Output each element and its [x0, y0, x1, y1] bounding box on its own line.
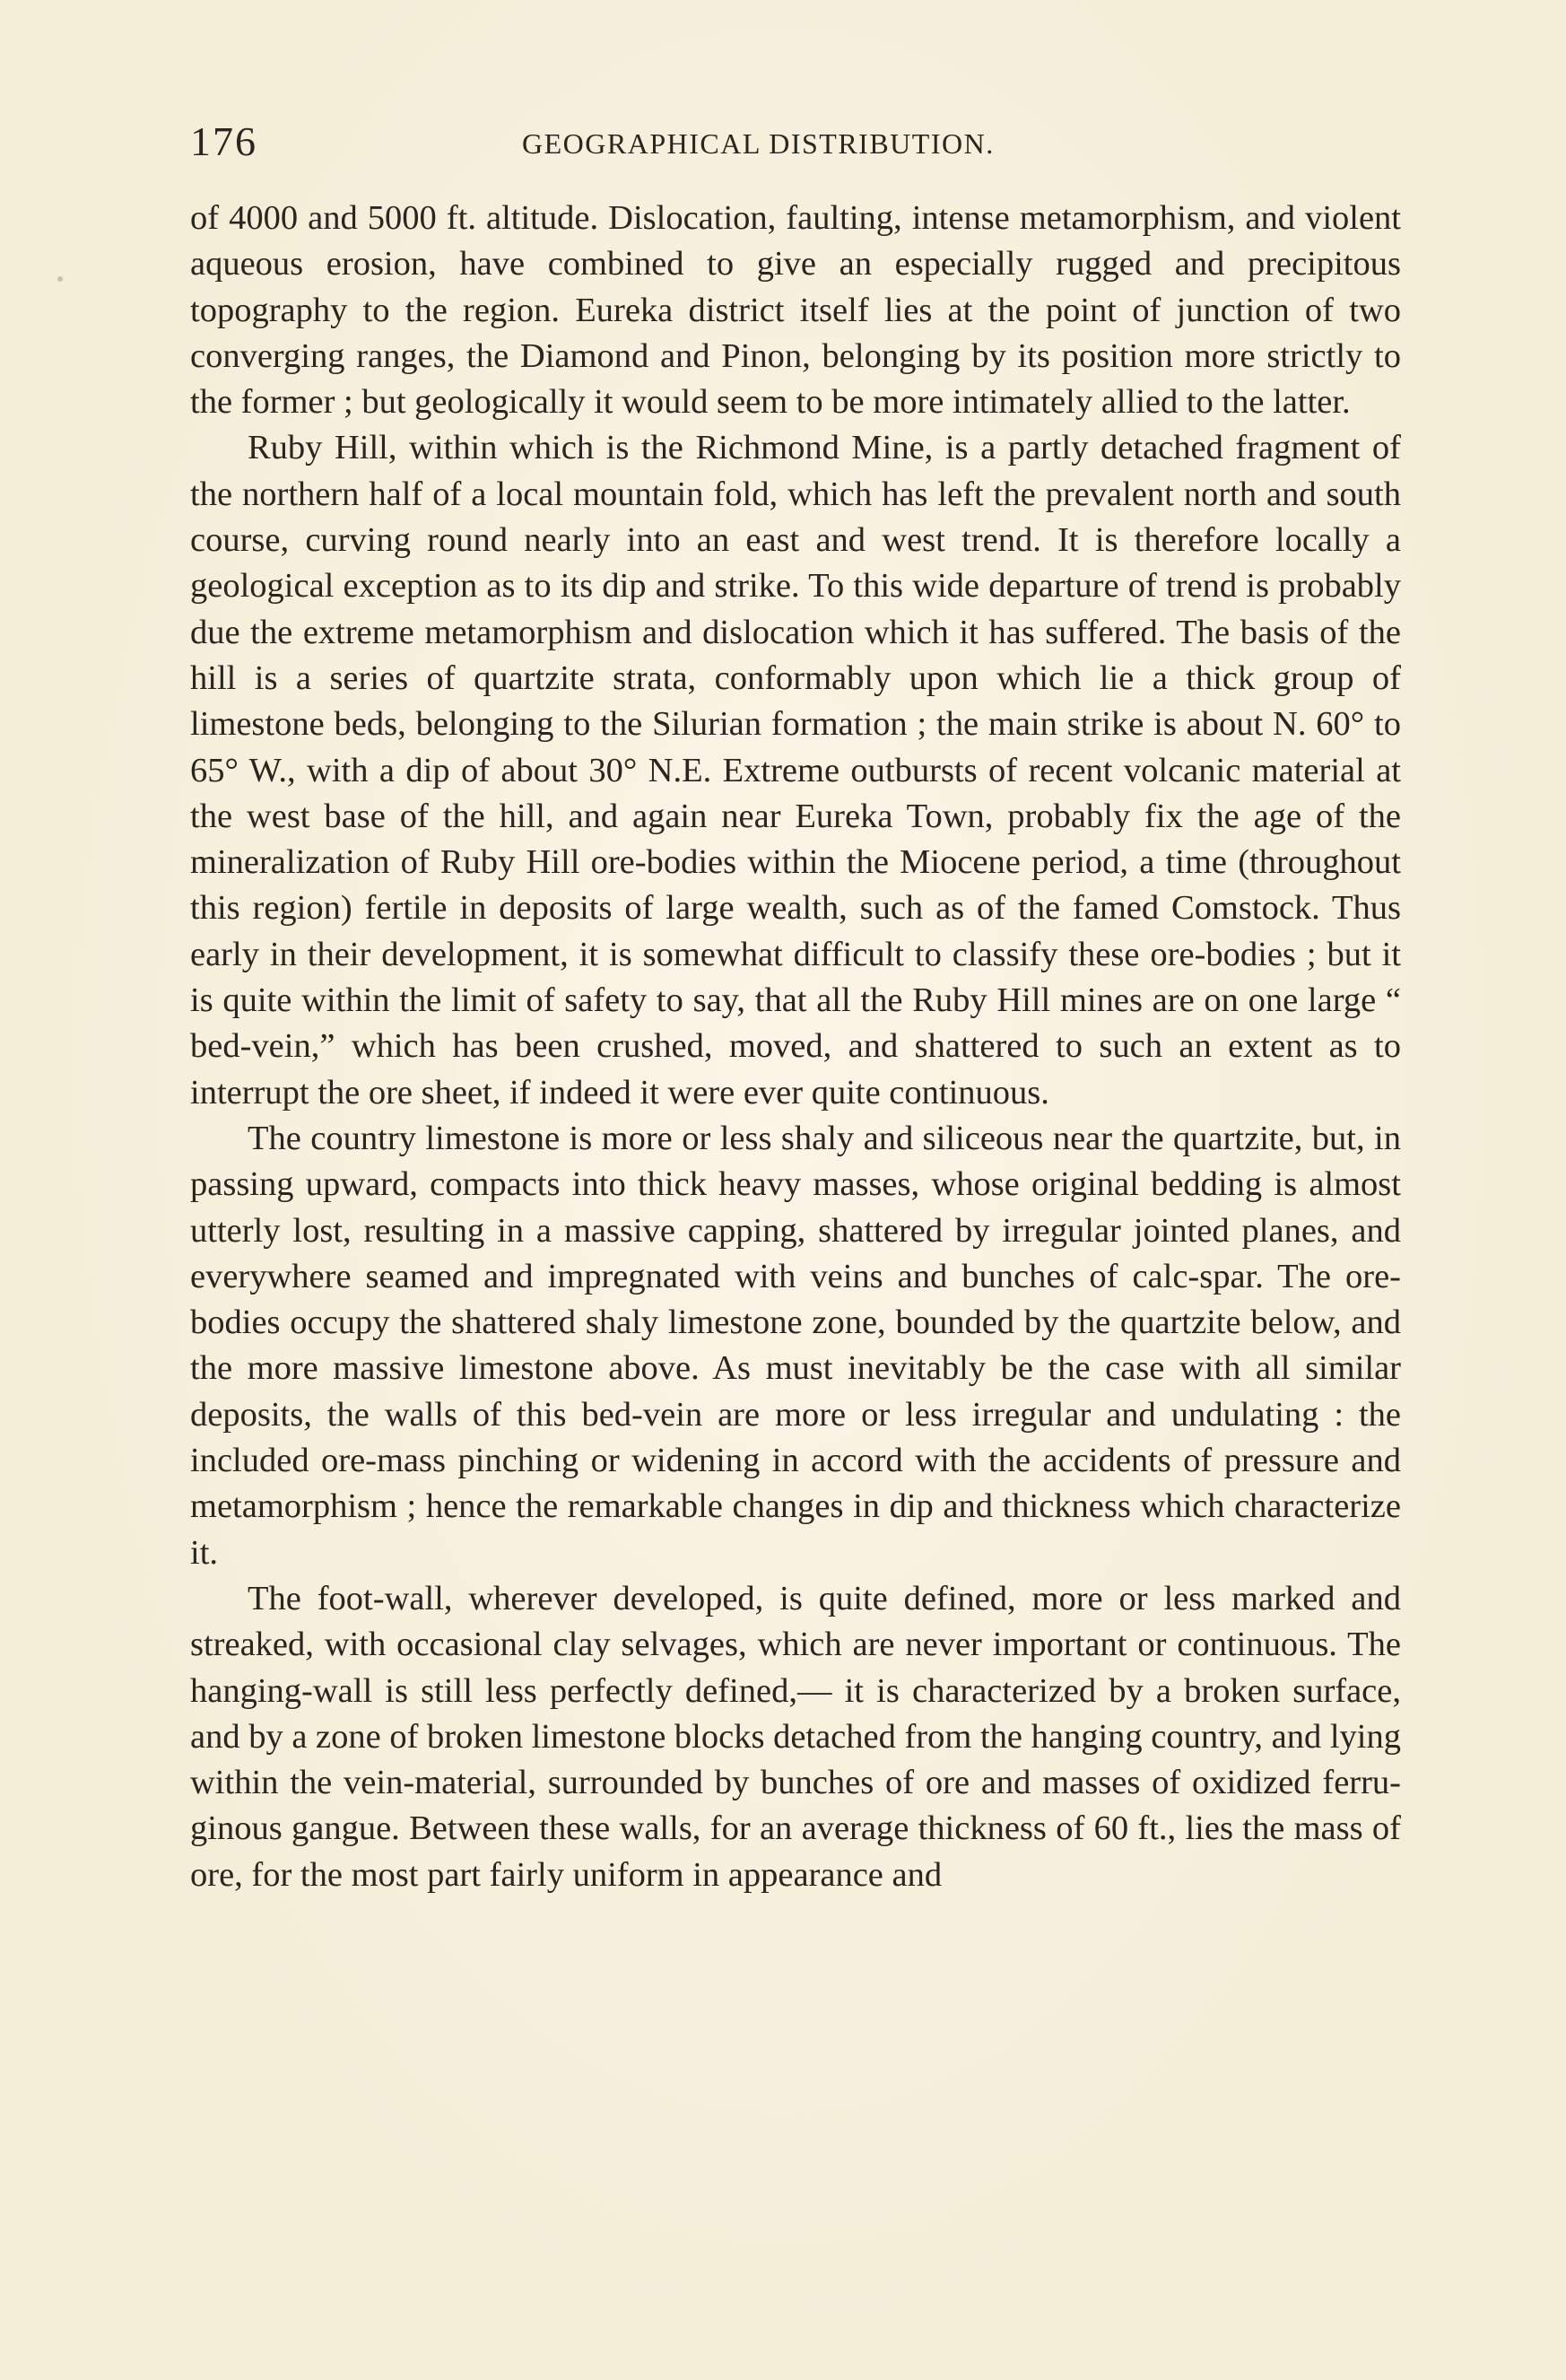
page-smudge: [57, 276, 63, 282]
paragraph-3: The country limestone is more or less shaly and siliceous near the quartzite, but, in passing upward, compacts into thick heavy masses, whose original bedding is almost utterly lost, resulting in a massive capping, shattered by irregular jointed planes, and everywhere seamed and impregnated with veins and bunches of calc-spar. The ore-bodies occupy the shattered shaly limestone zone, bounded by the quartzite below, and the more massive limestone above. As must inevitably be the case with all similar deposits, the walls of this bed-vein are more or less irregular and undulating : the included ore-mass pinching or widening in accord with the accidents of pressure and metamorphism ; hence the remarkable changes in dip and thickness which characterize it.: [190, 1119, 1401, 1572]
page-header: [190, 115, 1401, 169]
page-number: 176: [190, 118, 257, 164]
running-head: GEOGRAPHICAL DISTRIBUTION.: [522, 127, 995, 160]
body-text: [190, 196, 1401, 1898]
paragraph-1: of 4000 and 5000 ft. altitude. Dislocation, faulting, intense metamorphism, and violent aqueous erosion, have combined to give an especially rugged and precipitous topography to the region. Eureka district itself lies at the point of junction of two converging ranges, the Diamond and Pinon, belonging by its position more strictly to the former ; but geologically it would seem to be more intimately allied to the latter.: [190, 199, 1401, 422]
paragraph-4: The foot-wall, wherever developed, is quite defined, more or less marked and streaked, with occasional clay selvages, which are never important or continuous. The hanging-wall is still less perfectly defined,— it is characterized by a broken surface, and by a zone of broken limestone blocks detached from the hanging country, and lying within the vein-material, surrounded by bunches of ore and masses of oxidized ferruginous gangue. Between these walls, for an average thickness of 60 ft., lies the mass of ore, for the most part fairly uniform in appearance and: [190, 1579, 1401, 1894]
paragraph-2: Ruby Hill, within which is the Richmond Mine, is a partly detached fragment of the northern half of a local mountain fold, which has left the prevalent north and south course, curving round nearly into an east and west trend. It is therefore locally a geological exception as to its dip and strike. To this wide departure of trend is probably due the extreme metamorphism and dislocation which it has suffered. The basis of the hill is a series of quartzite strata, conformably upon which lie a thick group of limestone beds, belonging to the Silurian formation ; the main strike is about N. 60° to 65° W., with a dip of about 30° N.E. Extreme outbursts of recent volcanic material at the west base of the hill, and again near Eureka Town, probably fix the age of the mineralization of Ruby Hill ore-bodies within the Miocene period, a time (throughout this region) fertile in deposits of large wealth, such as of the famed Comstock. Thus early in their development, it is somewhat difficult to classify these ore-bodies ; but it is quite within the limit of safety to say, that all the Ruby Hill mines are on one large “ bed-vein,” which has been crushed, moved, and shattered to such an extent as to interrupt the ore sheet, if indeed it were ever quite continuous.: [190, 429, 1401, 1112]
